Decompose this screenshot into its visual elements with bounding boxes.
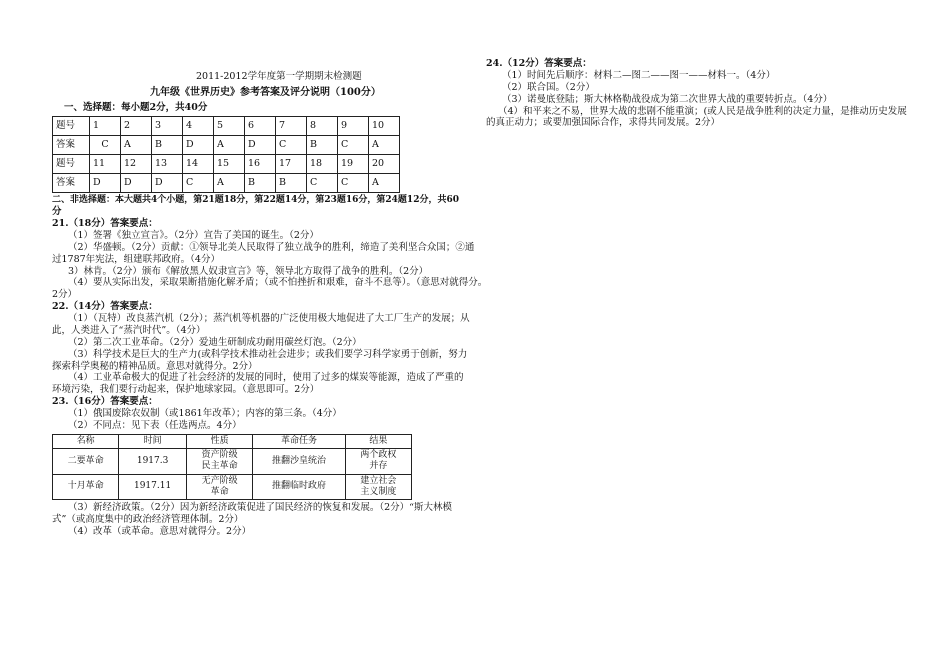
table-cell-line: 革命 [210,486,229,497]
table-cell: D [152,173,183,192]
table-cell: 9 [338,116,369,135]
table-cell: C [183,173,214,192]
q21-line: 过1787年宪法，组建联邦政府。（4分） [52,253,220,265]
table-header-cell: 名称 [53,434,119,448]
table-cell: 12 [121,154,152,173]
section2-title-cont: 分 [52,206,62,218]
table-cell-line: 无产阶级 [201,475,238,486]
table-cell: 17 [276,154,307,173]
q21-line: 2分） [52,289,78,301]
table-header-cell: 时间 [119,434,187,448]
table-cell [187,449,253,475]
q24-line: （4）和平来之不易，世界大战的悲剧不能重演；(或人民是战争胜利的决定力量，是推动历史发展 [498,105,907,117]
table-cell-line: 建立社会 [360,475,397,486]
q23-line: （4）改革（或革命。意思对就得分。2分） [68,525,252,537]
right-column [486,58,916,129]
table-cell-line: 主义制度 [360,486,397,497]
table-header-cell: 性质 [187,434,253,448]
q24-line: （2）联合国。（2分） [502,81,595,93]
table-row [53,173,400,192]
table-cell: 十月革命 [53,474,119,500]
table-cell: 6 [245,116,276,135]
table-cell: 答案 [53,173,90,192]
table-cell: 5 [214,116,245,135]
choice-answer-table [52,116,400,193]
q22-line: （2）第二次工业革命。（2分）爱迪生研制成功耐用碳丝灯泡。（2分） [68,336,362,348]
q21-line: （2）华盛顿。（2分）贡献：①领导北美人民取得了独立战争的胜利，缔造了美利坚合众国；②通 [68,241,475,253]
table-cell: 16 [245,154,276,173]
table-cell: B [276,173,307,192]
table-cell: 18 [307,154,338,173]
table-row [53,116,400,135]
table-cell-line: 两个政权 [360,450,397,460]
table-cell: B [152,135,183,154]
section2-title: 二、非选择题：本大题共4个小题，第21题18分，第22题14分，第23题16分，第24题12分，共60 [52,194,459,205]
q22-heading: 22.（14分）答案要点： [52,301,158,313]
table-cell: 推翻沙皇统治 [253,449,346,475]
q24-line: （1）时间先后顺序：材料二—图二——图一——材料一。（4分） [502,69,776,81]
table-cell: 8 [307,116,338,135]
table-cell: C [338,135,369,154]
table-cell: 推翻临时政府 [253,474,346,500]
table-cell: 4 [183,116,214,135]
table-cell: C [338,173,369,192]
table-cell: A [214,173,245,192]
table-cell: 2 [121,116,152,135]
table-cell: 7 [276,116,307,135]
q22-line: 此，人类进入了“蒸汽时代”。（4分） [52,324,206,336]
table-cell: D [90,173,121,192]
table-cell: 3 [152,116,183,135]
q23-line: （3）新经济政策。（2分）因为新经济政策促进了国民经济的恢复和发展。（2分）“斯大林模 [68,502,452,513]
table-cell: A [369,173,400,192]
table-cell: 题号 [53,154,90,173]
q21-line: 3）林肯。（2分）颁布《解放黑人奴隶宣言》等，领导北方取得了战争的胜利。（2分） [68,265,429,277]
q22-line: （3）科学技术是巨大的生产力(或科学技术推动社会进步；或我们要学习科学家勇于创新，努力 [68,348,468,360]
left-column [52,102,488,538]
table-cell-line: 民主革命 [201,461,238,472]
table-cell: C [90,135,121,154]
table-cell-line: 并存 [369,461,388,472]
table-cell: 二要革命 [53,449,119,475]
q23-heading: 23.（16分）答案要点： [52,396,158,408]
table-cell [345,474,411,500]
table-cell: 14 [183,154,214,173]
table-cell: 20 [369,154,400,173]
q23-line: 式”（或高度集中的政治经济管理体制。2分） [52,513,244,525]
q22-line: （1）（瓦特）改良蒸汽机（2分）；蒸汽机等机器的广泛使用极大地促进了大工厂生产的发展；从 [68,313,470,324]
table-row [53,474,412,500]
q22-line: 探索科学奥秘的精神品质。意思对就得分。2分） [52,360,258,372]
table-cell: 答案 [53,135,90,154]
table-cell: 13 [152,154,183,173]
table-cell: D [183,135,214,154]
table-cell: D [245,135,276,154]
table-cell [187,474,253,500]
q21-line: （4）要从实际出发，采取果断措施化解矛盾；（或不怕挫折和艰难，奋斗不息等）。（意思对就得分。 [68,277,488,289]
table-cell: C [276,135,307,154]
table-header-cell: 革命任务 [253,434,346,448]
table-cell: A [214,135,245,154]
table-cell: 1917.3 [119,449,187,475]
document-title: 九年级《世界历史》参考答案及评分说明（100分） [150,87,381,98]
table-cell: 1917.11 [119,474,187,500]
q23-line: （2）不同点：见下表（任选两点。4分） [68,419,242,431]
table-row [53,135,400,154]
table-header-row [53,434,412,448]
table-cell: B [307,135,338,154]
table-cell: D [121,173,152,192]
table-cell: A [121,135,152,154]
q24-line: （3）诺曼底登陆；斯大林格勒战役成为第二次世界大战的重要转折点。（4分） [502,93,833,105]
table-cell: 11 [90,154,121,173]
q24-line: 的真正动力；或要加强国际合作，求得共同发展。2分） [486,117,721,129]
table-header-cell: 结果 [345,434,411,448]
table-cell: 1 [90,116,121,135]
table-cell-line: 资产阶级 [201,450,238,460]
q22-line: 环境污染，我们要行动起来，保护地球家园。（意思即可。2分） [52,384,320,396]
revolution-comparison-table [52,434,412,500]
q21-line: （1）签署《独立宣言》。（2分）宣告了美国的诞生。（2分） [68,229,319,241]
table-cell: 15 [214,154,245,173]
q22-line: （4）工业革命极大的促进了社会经济的发展的同时，使用了过多的煤炭等能源，造成了严重的 [68,372,464,384]
table-row [53,154,400,173]
table-cell: A [369,135,400,154]
table-cell: 19 [338,154,369,173]
q21-heading: 21.（18分）答案要点： [52,218,158,229]
q24-heading: 24.（12分）答案要点： [486,58,592,69]
table-cell: 10 [369,116,400,135]
table-cell: B [245,173,276,192]
q23-line: （1）俄国废除农奴制（或1861年改革）；内容的第三条。（4分） [68,408,342,419]
table-row [53,449,412,475]
section1-title: 一、选择题：每小题2分，共40分 [64,102,208,113]
table-cell [345,449,411,475]
exam-title: 2011-2012学年度第一学期期末检测题 [196,71,362,82]
table-cell: C [307,173,338,192]
table-cell: 题号 [53,116,90,135]
